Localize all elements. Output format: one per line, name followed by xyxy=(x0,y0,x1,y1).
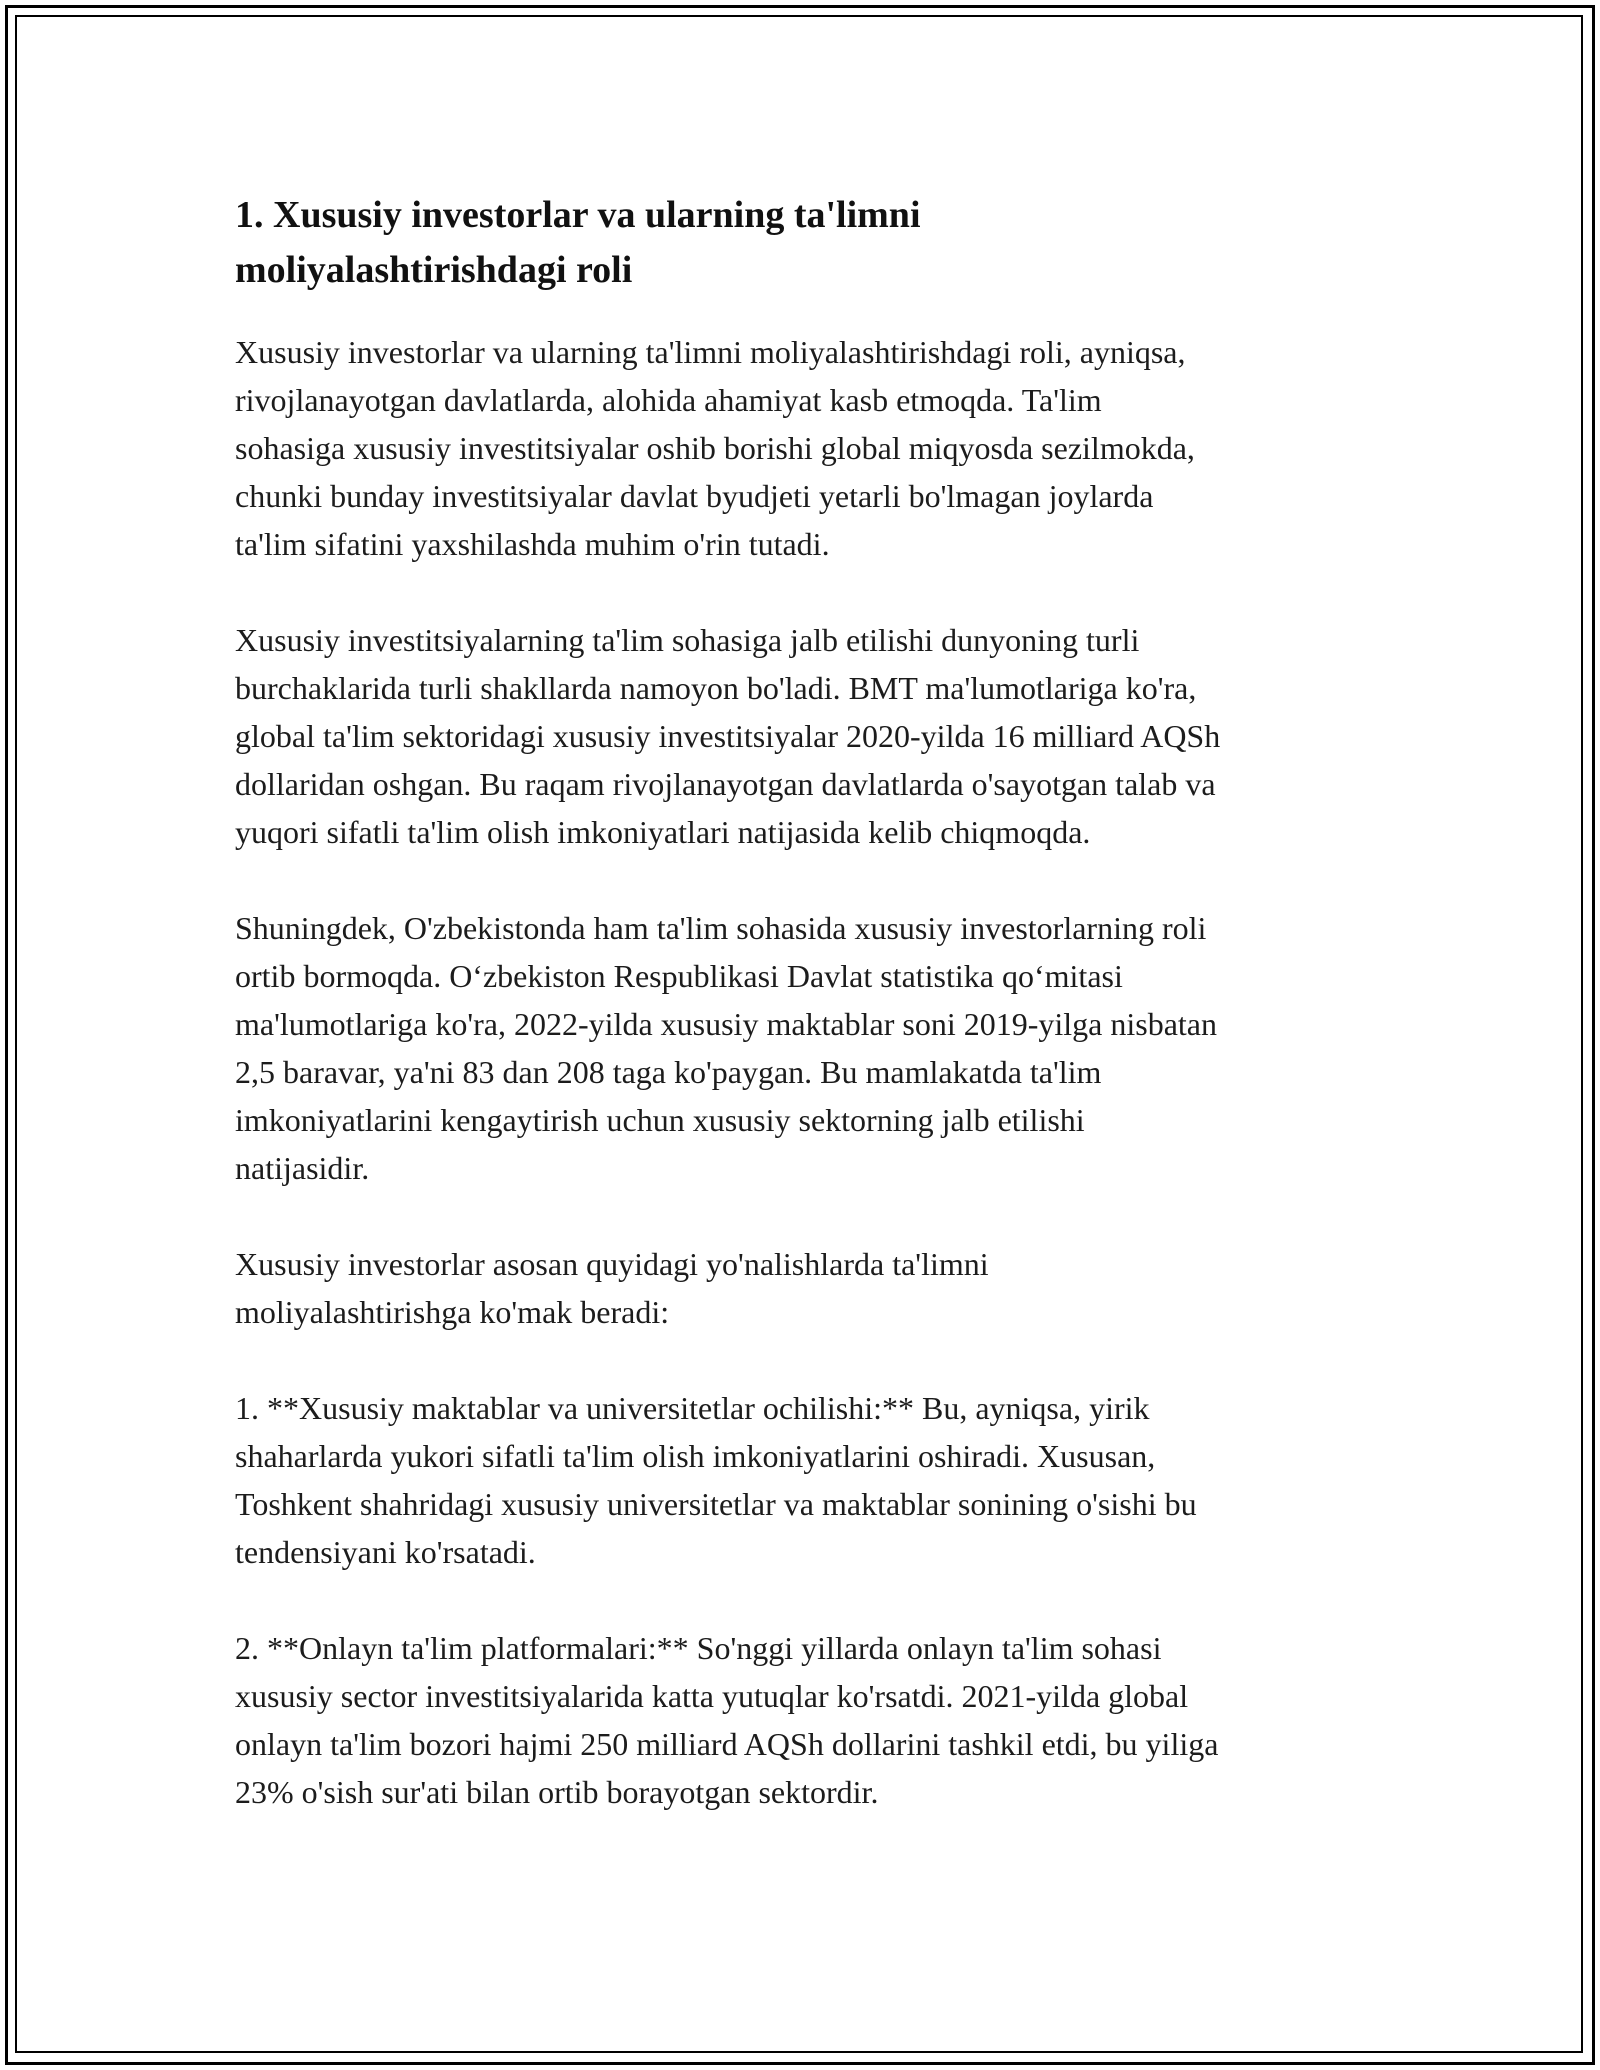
text-line: Toshkent shahridagi xususiy universitetlar va maktablar sonining o'sishi bu xyxy=(235,1486,1197,1522)
text-line: 23% o'sish sur'ati bilan ortib borayotgan sektordir. xyxy=(235,1774,879,1810)
list-item-private-schools xyxy=(235,1384,1375,1576)
text-line: natijasidir. xyxy=(235,1150,370,1186)
text-line: xususiy sector investitsiyalarida katta yutuqlar ko'rsatdi. 2021-yilda global xyxy=(235,1678,1189,1714)
text-line: chunki bunday investitsiyalar davlat byudjeti yetarli bo'lmagan joylarda xyxy=(235,478,1154,514)
paragraph-uzbekistan xyxy=(235,904,1375,1192)
text-line: Xususiy investitsiyalarning ta'lim sohasiga jalb etilishi dunyoning turli xyxy=(235,622,1140,658)
text-line: yuqori sifatli ta'lim olish imkoniyatlari natijasida kelib chiqmoqda. xyxy=(235,814,1091,850)
text-line: tendensiyani ko'rsatadi. xyxy=(235,1534,536,1570)
section-heading-line: moliyalashtirishdagi roli xyxy=(235,249,633,291)
paragraph-global-investment xyxy=(235,616,1375,856)
paragraph-intro xyxy=(235,328,1375,568)
text-line: sohasiga xususiy investitsiyalar oshib borishi global miqyosda sezilmokda, xyxy=(235,430,1195,466)
text-line: Shuningdek, O'zbekistonda ham ta'lim sohasida xususiy investorlarning roli xyxy=(235,910,1207,946)
document-content xyxy=(235,188,1375,1864)
list-item-online-platforms xyxy=(235,1624,1375,1816)
text-line: dollaridan oshgan. Bu raqam rivojlanayotgan davlatlarda o'sayotgan talab va xyxy=(235,766,1216,802)
text-line: ta'lim sifatini yaxshilashda muhim o'rin tutadi. xyxy=(235,526,830,562)
text-line: 2,5 baravar, ya'ni 83 dan 208 taga ko'paygan. Bu mamlakatda ta'lim xyxy=(235,1054,1102,1090)
text-line: Xususiy investorlar asosan quyidagi yo'nalishlarda ta'limni xyxy=(235,1246,989,1282)
paragraph-directions-intro xyxy=(235,1240,1375,1336)
text-line: 2. **Onlayn ta'lim platformalari:** So'nggi yillarda onlayn ta'lim sohasi xyxy=(235,1630,1162,1666)
text-line: moliyalashtirishga ko'mak beradi: xyxy=(235,1294,670,1330)
section-heading xyxy=(235,188,1375,298)
text-line: Xususiy investorlar va ularning ta'limni moliyalashtirishdagi roli, ayniqsa, xyxy=(235,334,1186,370)
text-line: ortib bormoqda. O‘zbekiston Respublikasi Davlat statistika qo‘mitasi xyxy=(235,958,1123,994)
text-line: global ta'lim sektoridagi xususiy investitsiyalar 2020-yilda 16 milliard AQSh xyxy=(235,718,1221,754)
text-line: shaharlarda yukori sifatli ta'lim olish imkoniyatlarini oshiradi. Xususan, xyxy=(235,1438,1156,1474)
text-line: onlayn ta'lim bozori hajmi 250 milliard AQSh dollarini tashkil etdi, bu yiliga xyxy=(235,1726,1219,1762)
text-line: imkoniyatlarini kengaytirish uchun xususiy sektorning jalb etilishi xyxy=(235,1102,1085,1138)
text-line: ma'lumotlariga ko'ra, 2022-yilda xususiy maktablar soni 2019-yilga nisbatan xyxy=(235,1006,1217,1042)
text-line: burchaklarida turli shakllarda namoyon bo'ladi. BMT ma'lumotlariga ko'ra, xyxy=(235,670,1197,706)
text-line: 1. **Xususiy maktablar va universitetlar ochilishi:** Bu, ayniqsa, yirik xyxy=(235,1390,1150,1426)
text-line: rivojlanayotgan davlatlarda, alohida ahamiyat kasb etmoqda. Ta'lim xyxy=(235,382,1102,418)
section-heading-line: 1. Xususiy investorlar va ularning ta'limni xyxy=(235,194,921,236)
